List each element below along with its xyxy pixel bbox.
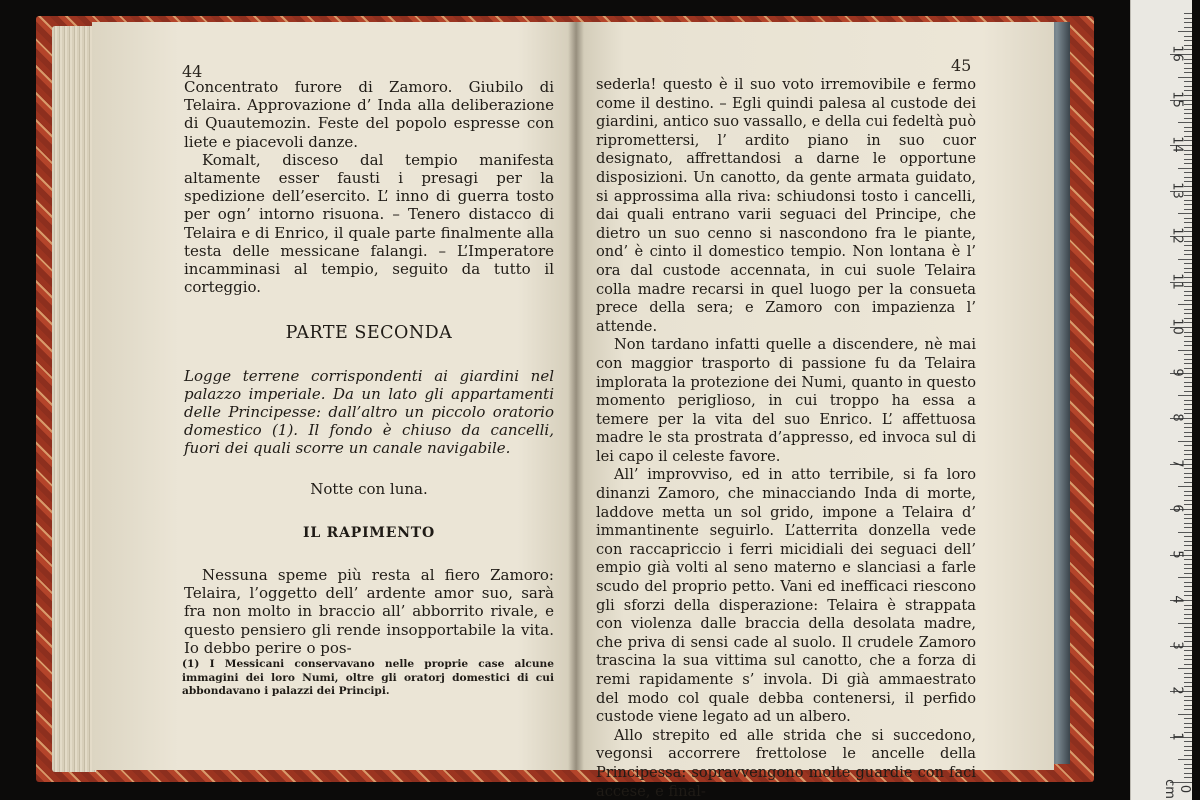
ruler-tick	[1184, 377, 1192, 378]
ruler-tick	[1184, 318, 1192, 319]
ruler-tick	[1184, 222, 1192, 223]
ruler-tick	[1184, 154, 1192, 155]
body-paragraph: All’ improvviso, ed in atto terribile, si fa loro dinanzi Zamoro, che minacciando Inda di morte, laddove metta un sol grido, impone a Telaira d’ immantinente seguirlo. L’atterrita donzella vede con raccapriccio i ferri micidiali dei seguaci dell’ empio già volti al seno materno e slanciasi a farle scudo del proprio petto. Vani ed inefficaci riescono gli sforzi della disperazione: Telaira è strappata con violenza dalle braccia della desolata madre, che priva di sensi cade al suolo. Il crudele Zamoro trascina la sua vittima sul canotto, che a forza di remi rapidamente s’ invola. Di già ammaestrato del modo col quale debba contenersi, il perfido custode viene legato ad un albero.	[596, 466, 976, 726]
ruler-tick	[1184, 291, 1192, 292]
ruler-tick	[1184, 686, 1192, 687]
ruler-tick	[1184, 300, 1192, 301]
ruler-tick	[1184, 40, 1192, 41]
ruler-tick	[1178, 623, 1192, 624]
ruler-tick	[1184, 641, 1192, 642]
ruler-label: 13	[1169, 181, 1185, 199]
ruler-tick	[1184, 18, 1192, 19]
scene-time-note: Notte con luna.	[310, 479, 428, 498]
ruler-tick	[1184, 195, 1192, 196]
ruler-tick	[1184, 655, 1192, 656]
ruler-tick	[1184, 559, 1192, 560]
ruler-tick	[1184, 427, 1192, 428]
ruler-tick	[1178, 122, 1192, 123]
ruler-label: 15	[1169, 90, 1185, 108]
ruler-tick	[1184, 682, 1192, 683]
ruler-tick	[1184, 627, 1192, 628]
ruler-tick	[1184, 500, 1192, 501]
ruler-tick	[1184, 468, 1192, 469]
ruler-tick	[1184, 118, 1192, 119]
ruler-tick	[1184, 495, 1192, 496]
ruler-tick	[1184, 81, 1192, 82]
ruler-label: 14	[1169, 136, 1185, 153]
ruler-tick	[1184, 482, 1192, 483]
ruler-tick	[1184, 473, 1192, 474]
ruler-tick	[1184, 277, 1192, 278]
ruler-tick	[1184, 227, 1192, 228]
ruler-tick	[1184, 677, 1192, 678]
ruler-tick	[1184, 545, 1192, 546]
ruler-tick	[1184, 746, 1192, 747]
ruler-tick	[1184, 755, 1192, 756]
ruler-tick	[1184, 573, 1192, 574]
ruler-tick	[1184, 295, 1192, 296]
measuring-ruler	[1130, 0, 1192, 800]
ruler-tick	[1184, 636, 1192, 637]
ruler-tick	[1184, 409, 1192, 410]
ruler-tick	[1184, 286, 1192, 287]
ruler-tick	[1184, 218, 1192, 219]
ruler-label: 12	[1169, 227, 1185, 244]
ruler-tick	[1178, 759, 1192, 760]
page-number: 45	[951, 56, 972, 75]
ruler-label: 4	[1169, 595, 1185, 604]
ruler-tick	[1184, 723, 1192, 724]
body-paragraph: Non tardano infatti quelle a discendere, nè mai con maggior trasporto di passione fu da Telaira implorata la protezione dei Numi, quanto in questo momento periglioso, in cui troppo ha essa a temere per la vita del suo Enrico. L’ affettuosa madre le sta prostrata d’appresso, ed invoca sul di lei capo il celeste favore.	[596, 336, 976, 465]
ruler-tick	[1184, 231, 1192, 232]
ruler-tick	[1184, 127, 1192, 128]
ruler-tick	[1184, 336, 1192, 337]
ruler-tick	[1184, 363, 1192, 364]
ruler-tick	[1184, 13, 1192, 14]
ruler-tick	[1178, 577, 1192, 578]
ruler-tick	[1184, 591, 1192, 592]
ruler-tick	[1184, 59, 1192, 60]
ruler-tick	[1184, 241, 1192, 242]
ruler-tick	[1178, 31, 1192, 32]
ruler-tick	[1184, 541, 1192, 542]
ruler-tick	[1184, 732, 1192, 733]
ruler-label: 1	[1169, 731, 1185, 741]
ruler-tick	[1184, 491, 1192, 492]
ruler-label: 9	[1169, 367, 1185, 377]
ruler-tick	[1184, 27, 1192, 28]
ruler-label: 5	[1169, 549, 1185, 559]
ruler-tick	[1184, 36, 1192, 37]
ruler-tick	[1184, 22, 1192, 23]
ruler-tick	[1184, 72, 1192, 73]
ruler-tick	[1184, 113, 1192, 114]
ruler-tick	[1184, 518, 1192, 519]
right-page	[576, 22, 1054, 800]
page-number: 44	[182, 62, 203, 81]
ruler-tick	[1184, 445, 1192, 446]
ruler-tick	[1184, 341, 1192, 342]
ruler-tick	[1184, 664, 1192, 665]
ruler-tick	[1184, 741, 1192, 742]
ruler-tick	[1184, 245, 1192, 246]
scene-paragraph: Nessuna speme più resta al fiero Zamoro: Telaira, l’oggetto dell’ ardente amor suo, sarà fra non molto in braccio all’ abborrito rivale, e questo pensiero gli rende insopportabile la vita. Io debbo perire o pos-	[184, 566, 554, 657]
section-heading: PARTE SECONDA	[285, 323, 453, 344]
stage-direction: Logge terrene corrispondenti ai giardini nel palazzo imperiale. Da un lato gli appartamenti delle Principesse: dall’altro un piccolo oratorio domestico (1). Il fondo è chiuso da cancelli, fuori dei quali scorre un canale navigabile.	[184, 366, 554, 458]
ruler-label: 7	[1169, 458, 1185, 468]
ruler-tick	[1178, 213, 1192, 214]
summary-paragraph: Concentrato furore di Zamoro. Giubilo di Telaira. Approvazione d’ Inda alla deliberazione di Quautemozin. Feste del popolo espresse con liete e piacevoli danze.	[184, 78, 554, 151]
ruler-tick	[1184, 86, 1192, 87]
ruler-tick	[1184, 764, 1192, 765]
ruler-tick	[1184, 436, 1192, 437]
ruler-tick	[1184, 272, 1192, 273]
ruler-tick	[1184, 527, 1192, 528]
ruler-tick	[1184, 186, 1192, 187]
ruler-tick	[1184, 727, 1192, 728]
ruler-tick	[1184, 49, 1192, 50]
ruler-tick	[1184, 386, 1192, 387]
ruler-tick	[1184, 504, 1192, 505]
ruler-tick	[1184, 595, 1192, 596]
ruler-tick	[1184, 618, 1192, 619]
ruler-tick	[1184, 709, 1192, 710]
ruler-label: 2	[1169, 686, 1185, 695]
ruler-tick	[1184, 181, 1192, 182]
ruler-tick	[1184, 582, 1192, 583]
ruler-tick	[1178, 532, 1192, 533]
body-paragraph: Allo strepito ed alle strida che si succedono, vegonsi accorrere frettolose le ancelle della Principessa: sopravvengono molte guardie con faci accese, e final-	[596, 726, 976, 800]
scene-title: IL RAPIMENTO	[302, 524, 436, 541]
ruler-tick	[1184, 177, 1192, 178]
summary-paragraph: Komalt, disceso dal tempio manifesta altamente esser fausti i presagi per la spedizione dell’esercito. L’ inno di guerra tosto per ogn’ intorno risuona. – Tenero distacco di Telaira e di Enrico, il quale parte finalmente alla testa delle messicane falangi. – L’Imperatore incamminasi al tempio, seguito da tutto il corteggio.	[184, 150, 554, 297]
ruler-tick	[1184, 450, 1192, 451]
ruler-tick	[1184, 696, 1192, 697]
ruler-tick	[1184, 632, 1192, 633]
right-page-text	[596, 76, 976, 800]
ruler-tick	[1178, 714, 1192, 715]
ruler-tick	[1184, 150, 1192, 151]
ruler-tick	[1178, 441, 1192, 442]
ruler-tick	[1184, 68, 1192, 69]
ruler-tick	[1184, 614, 1192, 615]
ruler-tick	[1184, 609, 1192, 610]
footnote: (1) I Messicani conservavano nelle proprie case alcune immagini dei loro Numi, oltre gli oratorj domestici di cui abbondavano i palazzi dei Principi.	[182, 658, 554, 698]
ruler-tick	[1184, 332, 1192, 333]
ruler-tick	[1184, 140, 1192, 141]
ruler-tick	[1184, 159, 1192, 160]
ruler-tick	[1178, 304, 1192, 305]
ruler-tick	[1184, 136, 1192, 137]
ruler-tick	[1184, 109, 1192, 110]
ruler-tick	[1178, 259, 1192, 260]
ruler-tick	[1184, 536, 1192, 537]
ruler-tick	[1184, 95, 1192, 96]
ruler-tick	[1178, 668, 1192, 669]
ruler-tick	[1184, 345, 1192, 346]
ruler-tick	[1184, 423, 1192, 424]
ruler-tick	[1184, 368, 1192, 369]
ruler-tick	[1184, 514, 1192, 515]
ruler-tick	[1184, 605, 1192, 606]
ruler-tick	[1184, 200, 1192, 201]
ruler-tick	[1184, 659, 1192, 660]
ruler-label: 16	[1169, 45, 1185, 62]
ruler-tick	[1184, 45, 1192, 46]
left-page-text	[184, 78, 554, 657]
ruler-tick	[1184, 413, 1192, 414]
ruler-tick	[1178, 77, 1192, 78]
ruler-tick	[1184, 391, 1192, 392]
ruler-tick	[1184, 309, 1192, 310]
ruler-tick	[1184, 454, 1192, 455]
ruler-tick	[1184, 550, 1192, 551]
ruler-tick	[1178, 350, 1192, 351]
ruler-tick	[1184, 250, 1192, 251]
ruler-tick	[1184, 568, 1192, 569]
ruler-tick	[1178, 168, 1192, 169]
ruler-tick	[1184, 523, 1192, 524]
ruler-label: 0 cm	[1162, 779, 1192, 799]
ruler-tick	[1184, 359, 1192, 360]
ruler-tick	[1184, 204, 1192, 205]
ruler-tick	[1184, 172, 1192, 173]
ruler-tick	[1184, 400, 1192, 401]
ruler-tick	[1184, 768, 1192, 769]
ruler-tick	[1184, 254, 1192, 255]
ruler-tick	[1178, 486, 1192, 487]
book-gutter	[568, 22, 584, 770]
ruler-label: 6	[1169, 504, 1185, 513]
ruler-tick	[1184, 63, 1192, 64]
ruler-label: 8	[1169, 413, 1185, 422]
ruler-tick	[1184, 163, 1192, 164]
ruler-tick	[1184, 564, 1192, 565]
ruler-tick	[1184, 750, 1192, 751]
ruler-tick	[1184, 459, 1192, 460]
body-paragraph: sederla! questo è il suo voto irremovibile e fermo come il destino. – Egli quindi palesa al custode dei giardini, antico suo vassallo, e della cui fedeltà può ripromettersi, l’ ardito piano in suo cuor designato, affrettandosi a darne le opportune disposizioni. Un canotto, da gente armata guidato, si approssima alla riva: schiudonsi tosto i cancelli, dai quali entrano varii seguaci del Principe, che dietro un suo cenno si nascondono fra le piante, ond’ è cinto il domestico tempio. Non lontana è l’ ora dal custode accennata, in cui suole Telaira colla madre recarsi in quel luogo per la consueta prece della sera; e Zamoro con impazienza l’ attende.	[596, 76, 976, 335]
ruler-tick	[1184, 432, 1192, 433]
ruler-tick	[1184, 477, 1192, 478]
ruler-tick	[1184, 773, 1192, 774]
ruler-tick	[1184, 209, 1192, 210]
ruler-tick	[1184, 104, 1192, 105]
ruler-tick	[1184, 263, 1192, 264]
ruler-tick	[1184, 586, 1192, 587]
ruler-tick	[1184, 131, 1192, 132]
ruler-tick	[1184, 322, 1192, 323]
page-block-edge	[52, 26, 96, 772]
ruler-tick	[1184, 673, 1192, 674]
ruler-tick	[1184, 313, 1192, 314]
ruler-tick	[1184, 382, 1192, 383]
ruler-tick	[1184, 354, 1192, 355]
ruler-tick	[1184, 90, 1192, 91]
ruler-label: 11	[1169, 272, 1185, 290]
ruler-tick	[1184, 705, 1192, 706]
ruler-label: 10	[1169, 318, 1185, 335]
ruler-tick	[1184, 650, 1192, 651]
ruler-tick	[1178, 395, 1192, 396]
ruler-tick	[1184, 718, 1192, 719]
ruler-tick	[1184, 404, 1192, 405]
ruler-tick	[1184, 700, 1192, 701]
ruler-tick	[1184, 268, 1192, 269]
left-page	[92, 22, 576, 770]
ruler-label: 3	[1169, 640, 1185, 650]
